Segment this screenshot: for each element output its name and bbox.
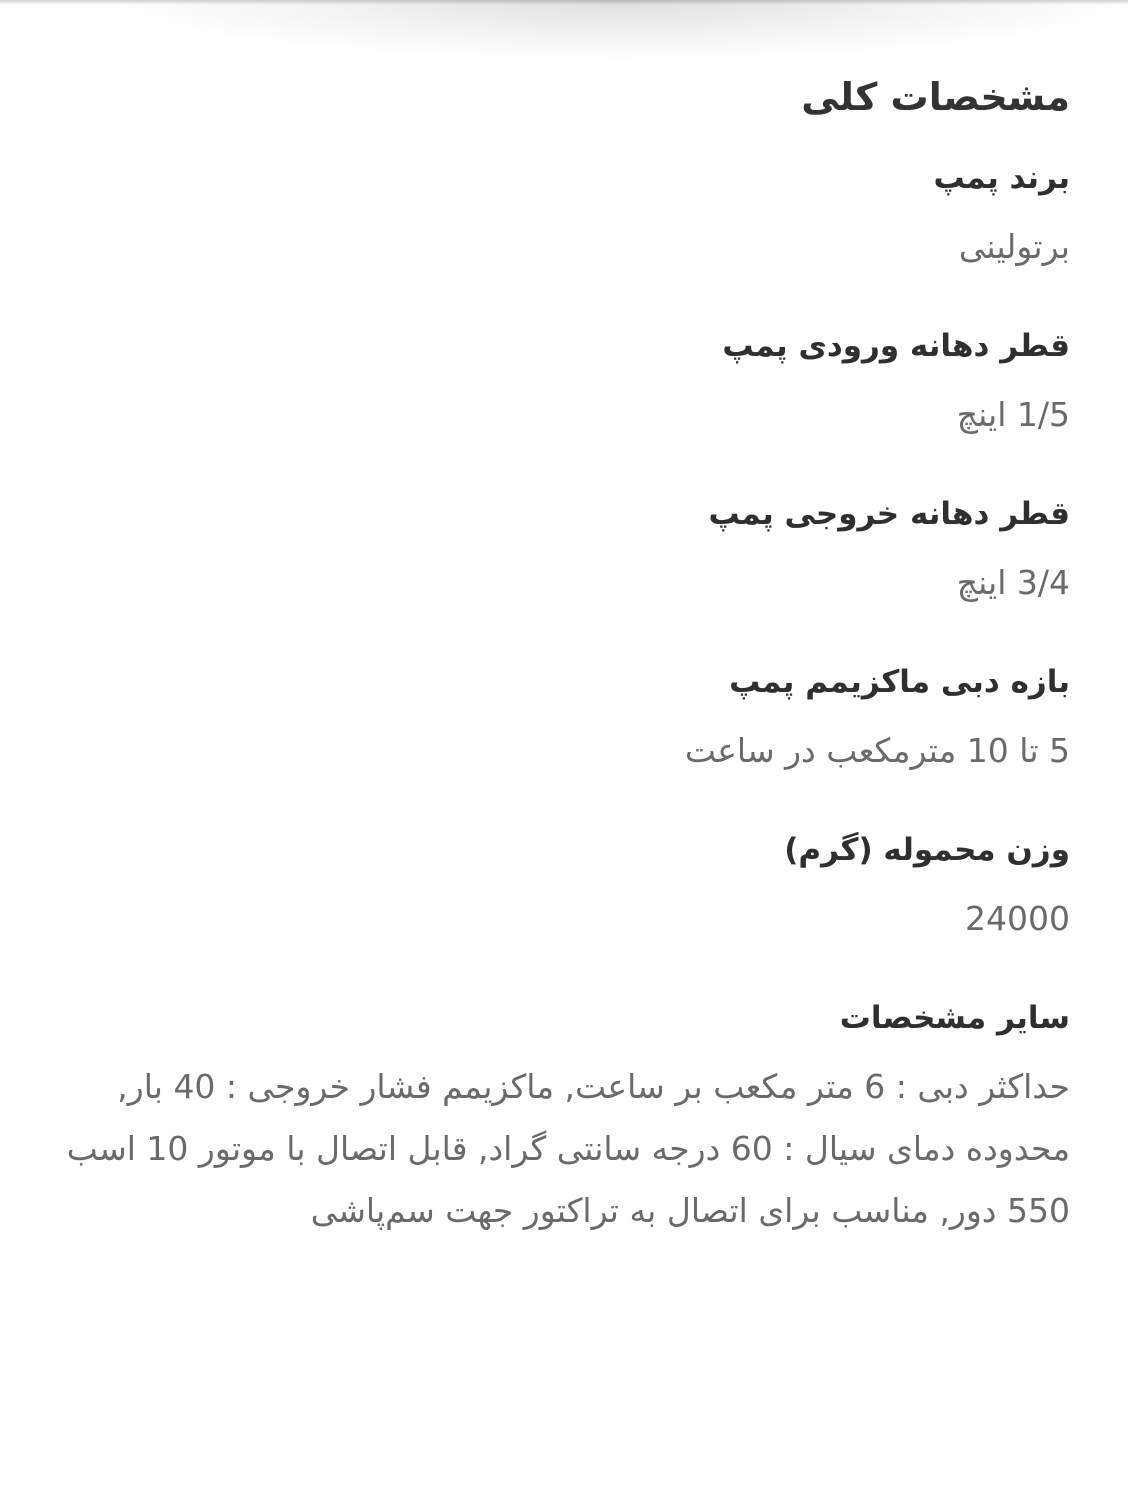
spec-label: قطر دهانه ورودی پمپ — [722, 328, 1070, 364]
spec-label: قطر دهانه خروجی پمپ — [708, 496, 1070, 532]
spec-label: بازه دبی ماکزیمم پمپ — [729, 664, 1070, 700]
spec-value: حداکثر دبی : 6 متر مکعب بر ساعت, ماکزیمم فشار خروجی : 40 بار, محدوده دمای سیال : 60 درجه سانتی گراد, قابل اتصال با موتور 10 اسب 550 دور, مناسب برای اتصال به تراکتور جهت سم‌پاشی — [66, 1067, 1070, 1230]
spec-item-package-weight — [60, 818, 1070, 956]
spec-label: برند پمپ — [933, 160, 1070, 196]
spec-label: وزن محموله (گرم) — [784, 832, 1070, 868]
spec-value: 1/5 اینچ — [956, 395, 1070, 434]
section-title: مشخصات کلی — [801, 75, 1070, 119]
spec-value: 3/4 اینچ — [956, 563, 1070, 602]
spec-value: برتولینی — [958, 227, 1070, 266]
spec-item-max-flow-range — [60, 650, 1070, 788]
top-bar-shadow — [0, 0, 1128, 60]
general-specifications-section — [60, 62, 1070, 1272]
spec-item-pump-brand — [60, 146, 1070, 284]
spec-item-inlet-diameter — [60, 314, 1070, 452]
spec-value: 5 تا 10 مترمکعب در ساعت — [684, 731, 1070, 770]
spec-item-outlet-diameter — [60, 482, 1070, 620]
spec-value: 24000 — [965, 899, 1070, 938]
spec-label: سایر مشخصات — [839, 1000, 1070, 1036]
spec-item-other-specs — [60, 986, 1070, 1242]
